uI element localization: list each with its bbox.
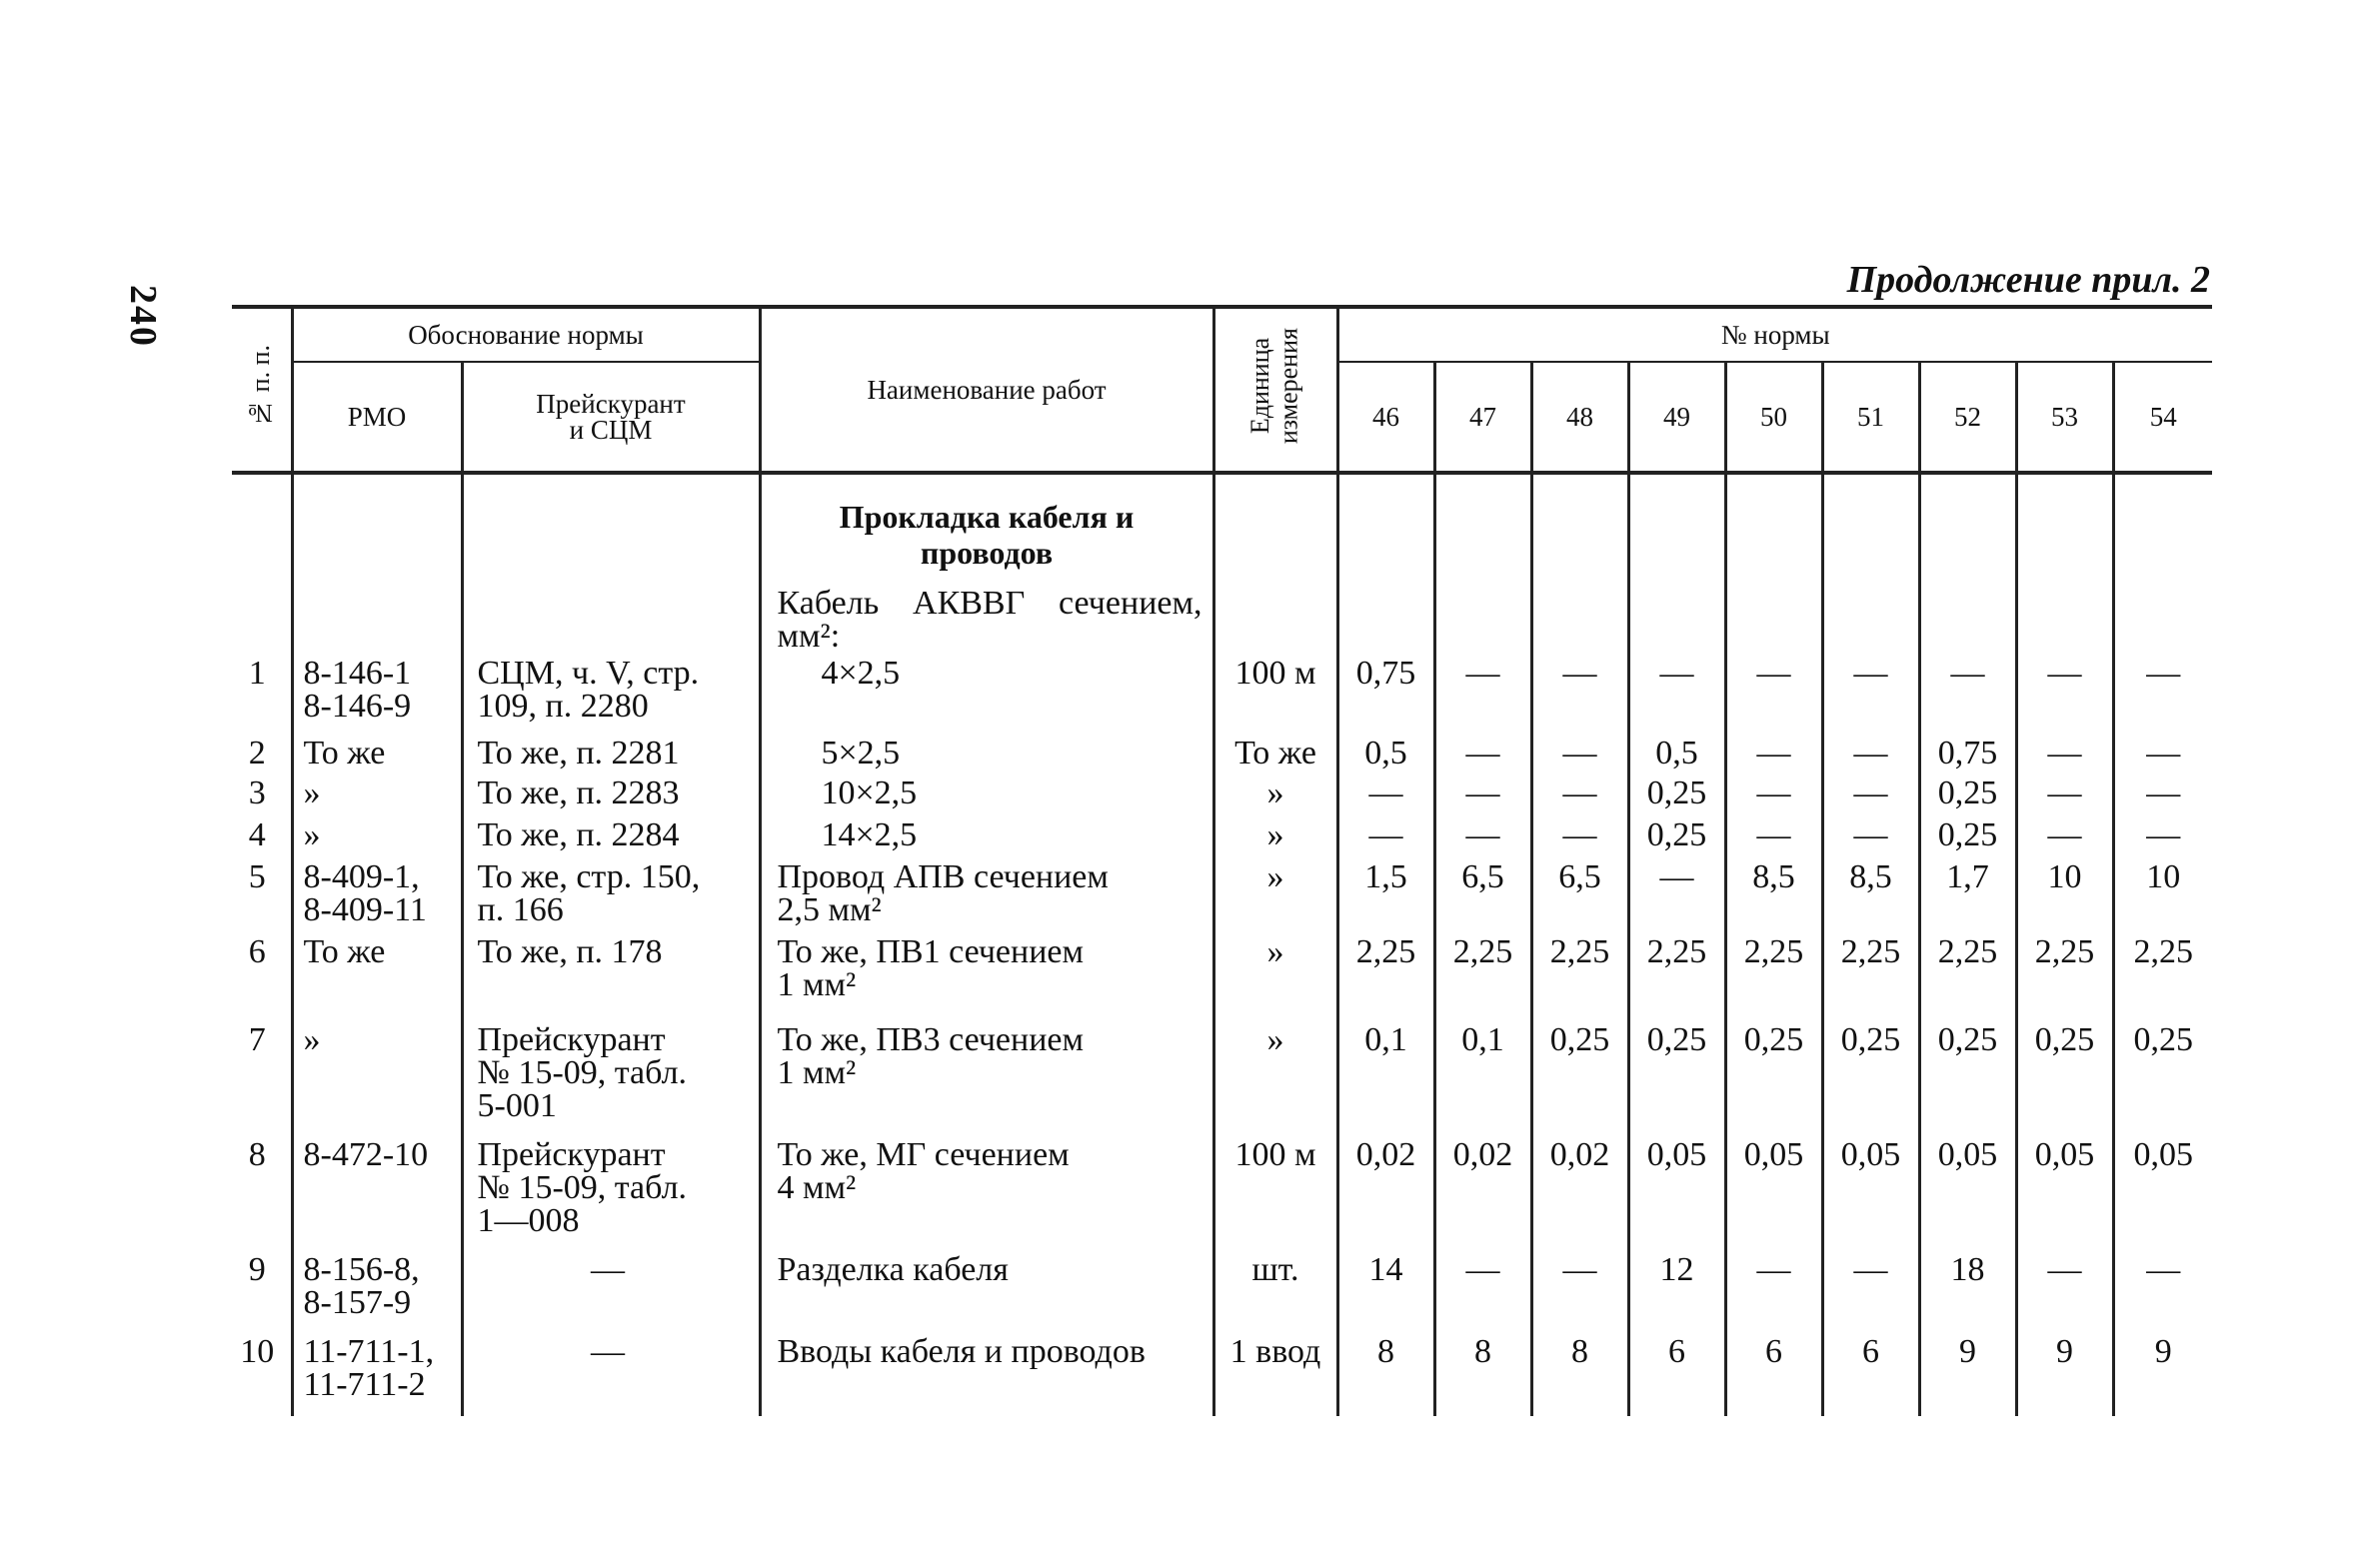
row-number-cell: 9 bbox=[248, 1251, 266, 1288]
norm-value-cell: 2,25 bbox=[2016, 931, 2113, 1019]
norm-value-cell: 6,5 bbox=[1531, 856, 1628, 931]
rmo-cell: » bbox=[292, 772, 462, 814]
norms-table bbox=[232, 305, 2212, 1416]
row-number-cell: 8 bbox=[248, 1136, 266, 1173]
table-row bbox=[232, 733, 2212, 772]
row-number-cell: 3 bbox=[248, 774, 266, 811]
norm-value-cell: 0,25 bbox=[2016, 1019, 2113, 1134]
price-list-cell: — bbox=[462, 1331, 760, 1416]
norm-value-cell: 2,25 bbox=[1531, 931, 1628, 1019]
norm-value-cell: — bbox=[1531, 733, 1628, 772]
norm-value-cell: 8 bbox=[1531, 1331, 1628, 1416]
norm-value-cell: — bbox=[1725, 772, 1822, 814]
header-row-number: № п. п. bbox=[232, 307, 292, 473]
norm-value-cell: — bbox=[1434, 814, 1531, 856]
norm-value-cell: 1,5 bbox=[1337, 856, 1434, 931]
table-row bbox=[232, 1019, 2212, 1134]
section-row bbox=[232, 473, 2212, 653]
header-norm: 47 bbox=[1434, 362, 1531, 473]
norm-value-cell: 0,02 bbox=[1337, 1134, 1434, 1249]
norm-value-cell: — bbox=[1531, 1249, 1628, 1331]
norm-value-cell: 9 bbox=[1919, 1331, 2016, 1416]
norm-value-cell: — bbox=[1434, 1249, 1531, 1331]
norm-value-cell: 2,25 bbox=[1919, 931, 2016, 1019]
norm-value-cell: — bbox=[1434, 653, 1531, 733]
norm-value-cell: 8 bbox=[1434, 1331, 1531, 1416]
norm-value-cell: — bbox=[2016, 772, 2113, 814]
norm-value-cell: — bbox=[2016, 814, 2113, 856]
norm-value-cell: 2,25 bbox=[1434, 931, 1531, 1019]
norm-value-cell: 2,25 bbox=[1628, 931, 1725, 1019]
header-norm: 48 bbox=[1531, 362, 1628, 473]
norm-value-cell: — bbox=[2113, 733, 2212, 772]
norm-value-cell: — bbox=[1725, 814, 1822, 856]
table-row bbox=[232, 653, 2212, 733]
norm-value-cell: — bbox=[2113, 814, 2212, 856]
work-name-cell: То же, МГ сечением 4 мм² bbox=[760, 1134, 1213, 1249]
norm-value-cell: 8,5 bbox=[1725, 856, 1822, 931]
work-name-cell: 4×2,5 bbox=[760, 653, 1213, 733]
norm-value-cell: — bbox=[1822, 772, 1919, 814]
row-number-cell: 4 bbox=[248, 816, 266, 853]
row-number-cell: 10 bbox=[240, 1333, 275, 1370]
table-row bbox=[232, 772, 2212, 814]
rmo-cell: То же bbox=[292, 733, 462, 772]
work-name-cell: То же, ПВ1 сечением 1 мм² bbox=[760, 931, 1213, 1019]
cable-subheading: Кабель АКВВГ сечением, мм²: bbox=[777, 585, 1202, 655]
unit-cell: » bbox=[1213, 856, 1337, 931]
norm-value-cell: 0,02 bbox=[1434, 1134, 1531, 1249]
header-price-list: Прейскурант и СЦМ bbox=[462, 362, 760, 473]
norm-value-cell: 6 bbox=[1822, 1331, 1919, 1416]
section-title: Прокладка кабеля и проводов bbox=[839, 499, 1135, 571]
norm-value-cell: 10 bbox=[2016, 856, 2113, 931]
rmo-cell: » bbox=[292, 814, 462, 856]
norm-value-cell: 9 bbox=[2113, 1331, 2212, 1416]
rmo-cell: 8-146-1 8-146-9 bbox=[292, 653, 462, 733]
unit-cell: » bbox=[1213, 931, 1337, 1019]
norm-value-cell: 0,25 bbox=[1822, 1019, 1919, 1134]
norm-value-cell: — bbox=[2016, 1249, 2113, 1331]
table-row bbox=[232, 1249, 2212, 1331]
norm-value-cell: — bbox=[1725, 733, 1822, 772]
norm-value-cell: 0,05 bbox=[1628, 1134, 1725, 1249]
norm-value-cell: — bbox=[1725, 653, 1822, 733]
table-row bbox=[232, 1134, 2212, 1249]
norm-value-cell: 12 bbox=[1628, 1249, 1725, 1331]
row-number-cell: 7 bbox=[248, 1021, 266, 1058]
norm-value-cell: — bbox=[1531, 772, 1628, 814]
header-norm: 50 bbox=[1725, 362, 1822, 473]
header-work-name: Наименование работ bbox=[760, 307, 1213, 473]
unit-cell: То же bbox=[1213, 733, 1337, 772]
norm-value-cell: 2,25 bbox=[1725, 931, 1822, 1019]
norm-value-cell: 6,5 bbox=[1434, 856, 1531, 931]
unit-cell: шт. bbox=[1213, 1249, 1337, 1331]
norm-value-cell: — bbox=[1822, 653, 1919, 733]
norm-value-cell: — bbox=[1434, 772, 1531, 814]
norm-value-cell: — bbox=[1628, 856, 1725, 931]
price-list-cell: То же, п. 2281 bbox=[462, 733, 760, 772]
norm-value-cell: 0,1 bbox=[1337, 1019, 1434, 1134]
table-row bbox=[232, 814, 2212, 856]
norm-value-cell: — bbox=[2113, 1249, 2212, 1331]
norm-value-cell: — bbox=[1919, 653, 2016, 733]
rmo-cell: » bbox=[292, 1019, 462, 1134]
page-number: 240 bbox=[122, 285, 164, 348]
unit-cell: 1 ввод bbox=[1213, 1331, 1337, 1416]
header-basis: Обоснование нормы bbox=[292, 307, 760, 362]
norm-value-cell: 0,5 bbox=[1337, 733, 1434, 772]
norm-value-cell: — bbox=[1531, 653, 1628, 733]
work-name-cell: 14×2,5 bbox=[760, 814, 1213, 856]
unit-cell: » bbox=[1213, 814, 1337, 856]
unit-cell: 100 м bbox=[1213, 653, 1337, 733]
norm-value-cell: 14 bbox=[1337, 1249, 1434, 1331]
norm-value-cell: 8 bbox=[1337, 1331, 1434, 1416]
price-list-cell: СЦМ, ч. V, стр. 109, п. 2280 bbox=[462, 653, 760, 733]
work-name-cell: 10×2,5 bbox=[760, 772, 1213, 814]
row-number-cell: 1 bbox=[248, 655, 266, 692]
price-list-cell: Прейскурант № 15-09, табл. 5-001 bbox=[462, 1019, 760, 1134]
unit-cell: » bbox=[1213, 1019, 1337, 1134]
norm-value-cell: — bbox=[2016, 653, 2113, 733]
norm-value-cell: — bbox=[2113, 653, 2212, 733]
price-list-cell: То же, п. 2283 bbox=[462, 772, 760, 814]
norm-value-cell: — bbox=[1822, 814, 1919, 856]
norm-value-cell: 0,05 bbox=[1725, 1134, 1822, 1249]
norm-value-cell: 0,25 bbox=[1628, 1019, 1725, 1134]
price-list-cell: Прейскурант № 15-09, табл. 1—008 bbox=[462, 1134, 760, 1249]
norm-value-cell: 0,75 bbox=[1337, 653, 1434, 733]
rmo-cell: 11-711-1, 11-711-2 bbox=[292, 1331, 462, 1416]
norm-value-cell: 0,1 bbox=[1434, 1019, 1531, 1134]
norm-value-cell: — bbox=[1628, 653, 1725, 733]
row-number-cell: 2 bbox=[248, 735, 266, 772]
norm-value-cell: 0,25 bbox=[1628, 814, 1725, 856]
norm-value-cell: — bbox=[2113, 772, 2212, 814]
norm-value-cell: 0,25 bbox=[1531, 1019, 1628, 1134]
norm-value-cell: 0,5 bbox=[1628, 733, 1725, 772]
work-name-cell: Разделка кабеля bbox=[760, 1249, 1213, 1331]
table-row bbox=[232, 1331, 2212, 1416]
norm-value-cell: 6 bbox=[1725, 1331, 1822, 1416]
header-norm-number: № нормы bbox=[1337, 307, 2212, 362]
norm-value-cell: 2,25 bbox=[2113, 931, 2212, 1019]
norm-value-cell: 1,7 bbox=[1919, 856, 2016, 931]
rmo-cell: 8-156-8, 8-157-9 bbox=[292, 1249, 462, 1331]
norm-value-cell: 0,05 bbox=[1919, 1134, 2016, 1249]
norm-value-cell: 0,25 bbox=[1919, 1019, 2016, 1134]
header-norm: 54 bbox=[2113, 362, 2212, 473]
norm-value-cell: 0,25 bbox=[1919, 814, 2016, 856]
rmo-cell: 8-472-10 bbox=[292, 1134, 462, 1249]
rmo-cell: 8-409-1, 8-409-11 bbox=[292, 856, 462, 931]
norm-value-cell: 10 bbox=[2113, 856, 2212, 931]
table-row bbox=[232, 856, 2212, 931]
work-name-cell: Провод АПВ сечением 2,5 мм² bbox=[760, 856, 1213, 931]
norm-value-cell: 0,25 bbox=[1919, 772, 2016, 814]
price-list-cell: То же, п. 2284 bbox=[462, 814, 760, 856]
norm-value-cell: 2,25 bbox=[1337, 931, 1434, 1019]
row-number-cell: 5 bbox=[248, 858, 266, 895]
norm-value-cell: — bbox=[1337, 814, 1434, 856]
norm-value-cell: 0,75 bbox=[1919, 733, 2016, 772]
header-rmo: РМО bbox=[292, 362, 462, 473]
norm-value-cell: 18 bbox=[1919, 1249, 2016, 1331]
price-list-cell: То же, п. 178 bbox=[462, 931, 760, 1019]
work-name-cell: То же, ПВ3 сечением 1 мм² bbox=[760, 1019, 1213, 1134]
norm-value-cell: 2,25 bbox=[1822, 931, 1919, 1019]
price-list-cell: То же, стр. 150, п. 166 bbox=[462, 856, 760, 931]
norm-value-cell: 6 bbox=[1628, 1331, 1725, 1416]
norm-value-cell: 0,25 bbox=[1628, 772, 1725, 814]
header-norm: 52 bbox=[1919, 362, 2016, 473]
norm-value-cell: 0,05 bbox=[2016, 1134, 2113, 1249]
header-norm: 46 bbox=[1337, 362, 1434, 473]
norm-value-cell: — bbox=[1725, 1249, 1822, 1331]
norm-value-cell: 0,05 bbox=[1822, 1134, 1919, 1249]
norm-value-cell: 8,5 bbox=[1822, 856, 1919, 931]
work-name-cell: Вводы кабеля и проводов bbox=[760, 1331, 1213, 1416]
header-norm: 53 bbox=[2016, 362, 2113, 473]
norm-value-cell: 0,05 bbox=[2113, 1134, 2212, 1249]
norm-value-cell: — bbox=[1337, 772, 1434, 814]
norm-value-cell: 9 bbox=[2016, 1331, 2113, 1416]
work-name-cell: 5×2,5 bbox=[760, 733, 1213, 772]
norm-value-cell: 0,25 bbox=[1725, 1019, 1822, 1134]
norm-value-cell: — bbox=[1822, 733, 1919, 772]
norm-value-cell: — bbox=[1822, 1249, 1919, 1331]
norm-value-cell: 0,25 bbox=[2113, 1019, 2212, 1134]
unit-cell: 100 м bbox=[1213, 1134, 1337, 1249]
table-row bbox=[232, 931, 2212, 1019]
continuation-title: Продолжение прил. 2 bbox=[1846, 259, 2210, 301]
norm-value-cell: — bbox=[2016, 733, 2113, 772]
norms-table-container bbox=[232, 305, 2211, 1416]
norm-value-cell: 0,02 bbox=[1531, 1134, 1628, 1249]
price-list-cell: — bbox=[462, 1249, 760, 1331]
section-cell bbox=[760, 473, 1213, 653]
rmo-cell: То же bbox=[292, 931, 462, 1019]
unit-cell: » bbox=[1213, 772, 1337, 814]
norm-value-cell: — bbox=[1531, 814, 1628, 856]
header-norm: 49 bbox=[1628, 362, 1725, 473]
header-unit: Единица измерения bbox=[1213, 307, 1337, 473]
row-number-cell: 6 bbox=[248, 933, 266, 970]
norm-value-cell: — bbox=[1434, 733, 1531, 772]
header-norm: 51 bbox=[1822, 362, 1919, 473]
